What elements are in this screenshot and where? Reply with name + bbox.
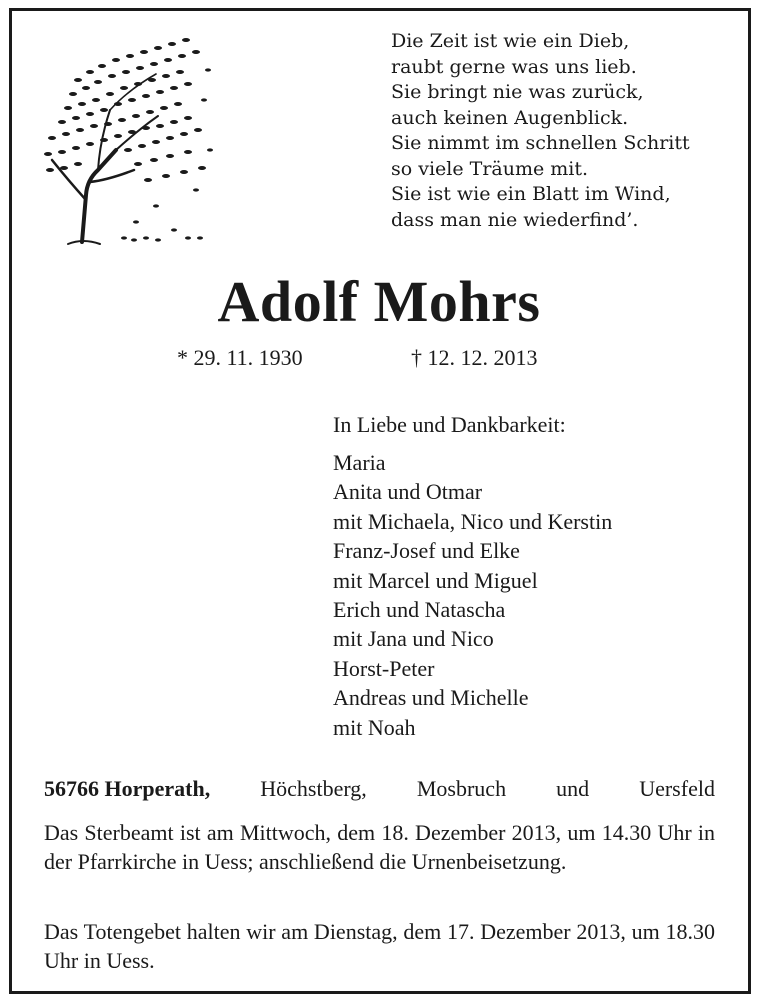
poem bbox=[391, 29, 731, 233]
mourners-list bbox=[333, 410, 733, 742]
mourner-entry: Franz-Josef und Elke bbox=[333, 538, 520, 564]
mourner-entry: mit Marcel und Miguel bbox=[333, 567, 538, 593]
village-name: Höchstberg, bbox=[260, 776, 367, 801]
tree-in-wind-illustration bbox=[38, 30, 218, 250]
death-date: † 12. 12. 2013 bbox=[411, 345, 538, 370]
poem-line: Sie nimmt im schnellen Schritt bbox=[391, 132, 690, 154]
mourner-entry: mit Jana und Nico bbox=[333, 626, 494, 652]
mourners-intro: In Liebe und Dankbarkeit: bbox=[333, 412, 566, 437]
mourner-entry: mit Michaela, Nico und Kerstin bbox=[333, 508, 613, 534]
village-connector: und bbox=[556, 776, 590, 801]
poem-line: Sie bringt nie was zurück, bbox=[391, 81, 644, 103]
village-name: Mosbruch bbox=[416, 776, 507, 801]
mourner-entry: Andreas und Michelle bbox=[333, 685, 529, 711]
poem-line: dass man nie wiederfind’. bbox=[391, 208, 639, 231]
deceased-name: Adolf Mohrs bbox=[217, 269, 541, 334]
mourner-entry: Anita und Otmar bbox=[333, 479, 483, 505]
mourner-entry: Horst-Peter bbox=[333, 655, 435, 681]
mourner-entry: Maria bbox=[333, 450, 386, 475]
poem-line: Die Zeit ist wie ein Dieb, bbox=[391, 30, 630, 52]
location-line bbox=[44, 774, 715, 804]
mourner-entry: mit Noah bbox=[333, 714, 416, 740]
funeral-announcement: Das Sterbeamt ist am Mittwoch, dem 18. Dezember 2013, um 14.30 Uhr in der Pfarrkirche in Uess; anschließend die Urnenbeisetzung. bbox=[44, 820, 715, 874]
birth-date: * 29. 11. 1930 bbox=[177, 345, 303, 370]
village-name: Uersfeld bbox=[639, 776, 715, 801]
poem-line: raubt gerne was uns lieb. bbox=[391, 55, 637, 78]
prayer-announcement: Das Totengebet halten wir am Dienstag, dem 17. Dezember 2013, um 18.30 Uhr in Uess. bbox=[44, 919, 715, 973]
poem-line: Sie ist wie ein Blatt im Wind, bbox=[391, 183, 671, 205]
poem-line: so viele Träume mit. bbox=[391, 157, 589, 180]
poem-line: auch keinen Augenblick. bbox=[391, 106, 629, 129]
postal-town: 56766 Horperath, bbox=[44, 776, 211, 801]
mourner-entry: Erich und Natascha bbox=[333, 597, 506, 623]
